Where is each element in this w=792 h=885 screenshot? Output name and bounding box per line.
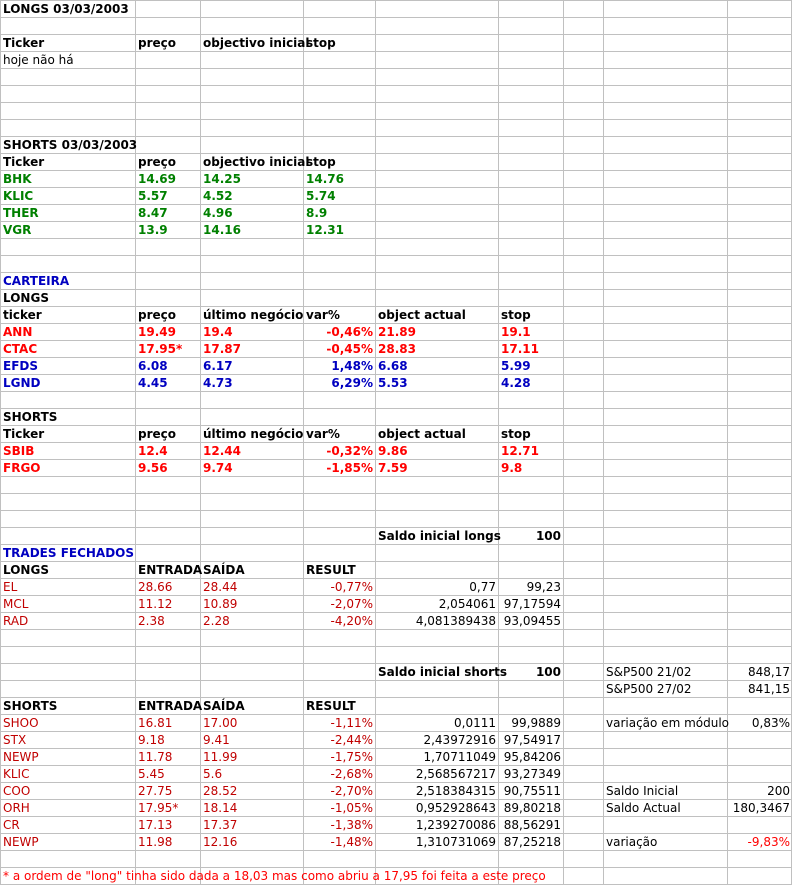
carteira-col-header: ticker [3,308,42,322]
trades-short-cell: KLIC [3,767,30,781]
shorts-col-header: stop [306,155,336,169]
saldo-shorts-label: Saldo inicial shorts [378,665,507,679]
trades-long-cell: 99,23 [526,580,561,594]
trades-short-cell: -1,05% [330,801,373,815]
carteira-long-cell: 19.4 [203,325,233,339]
carteira-long-cell: 28.83 [378,342,416,356]
trades-short-cell: 11.98 [138,835,173,849]
trades-short-cell: 99,9889 [511,716,561,730]
trades-short-cell: -1,48% [330,835,373,849]
trades-short-cell: 90,75511 [503,784,561,798]
carteira-longs-label: LONGS [3,291,49,305]
longs-col-header: Ticker [3,36,45,50]
trades-long-cell: 2.28 [203,614,230,628]
shorts-cell: 4.52 [203,189,233,203]
trades-long-cell: -4,20% [330,614,373,628]
carteira-long-cell: 6,29% [331,376,373,390]
trades-long-cell: MCL [3,597,29,611]
carteira-short-cell: 12.4 [138,444,168,458]
shorts-col-header: preço [138,155,177,169]
carteira-long-cell: 19.1 [501,325,531,339]
grid-row-line [0,493,792,494]
longs-col-header: objectivo inicial [203,36,310,50]
carteira-short-col-header: preço [138,427,177,441]
trades-short-cell: 0,952928643 [415,801,496,815]
trades-long-cell: 4,081389438 [415,614,496,628]
sp500-label: S&P500 27/02 [606,682,692,696]
trades-title: TRADES FECHADOS [3,546,135,560]
carteira-shorts-label: SHORTS [3,410,58,424]
carteira-short-cell: FRGO [3,461,41,475]
carteira-col-header: object actual [378,308,466,322]
carteira-short-col-header: var% [306,427,340,441]
trades-short-cell: 1,239270086 [415,818,496,832]
trades-short-cell: -1,75% [330,750,373,764]
saldo-shorts-value: 100 [535,665,561,679]
sp500-value: 848,17 [748,665,790,679]
trades-long-cell: RAD [3,614,29,628]
carteira-short-cell: 7.59 [378,461,408,475]
trades-long-cell: -0,77% [330,580,373,594]
variacao-modulo-value: 0,83% [751,716,790,730]
shorts-cell: 14.69 [138,172,176,186]
trades-long-cell: 97,17594 [503,597,561,611]
carteira-short-cell: 9.56 [138,461,168,475]
trades-col-header: SAÍDA [203,563,245,577]
trades-short-col-header: SHORTS [3,699,58,713]
variacao-modulo-label: variação em módulo [606,716,729,730]
carteira-short-col-header: object actual [378,427,466,441]
variacao-value: -9,83% [747,835,790,849]
carteira-long-cell: 4.28 [501,376,531,390]
trades-short-cell: 2,568567217 [415,767,496,781]
trades-short-cell: 0,0111 [454,716,496,730]
saldo-longs-value: 100 [535,529,561,543]
carteira-short-cell: 9.8 [501,461,523,475]
carteira-col-header: var% [306,308,340,322]
shorts-cell: 14.16 [203,223,241,237]
trades-short-cell: 97,54917 [503,733,561,747]
carteira-long-cell: ANN [3,325,33,339]
shorts-cell: 5.74 [306,189,336,203]
carteira-short-cell: 12.71 [501,444,539,458]
carteira-short-cell: 12.44 [203,444,241,458]
grid-row-line [0,85,792,86]
trades-long-cell: 2.38 [138,614,165,628]
trades-short-cell: 88,56291 [503,818,561,832]
saldo-inicial-label: Saldo Inicial [606,784,679,798]
variacao-label: variação [606,835,658,849]
longs-note: hoje não há [3,53,74,67]
carteira-short-col-header: Ticker [3,427,45,441]
trades-short-cell: STX [3,733,27,747]
trades-short-cell: 17.13 [138,818,173,832]
trades-short-cell: 18.14 [203,801,238,815]
saldo-actual-value: 180,3467 [732,801,790,815]
carteira-long-cell: LGND [3,376,41,390]
carteira-long-cell: 5.53 [378,376,408,390]
grid-row-line [0,102,792,103]
carteira-col-header: último negócio [203,308,304,322]
grid-col-line [727,0,728,884]
trades-long-cell: 10.89 [203,597,238,611]
trades-short-cell: 93,27349 [503,767,561,781]
sp500-label: S&P500 21/02 [606,665,692,679]
shorts-cell: 12.31 [306,223,344,237]
shorts-cell: 5.57 [138,189,168,203]
trades-short-cell: 2,518384315 [415,784,496,798]
trades-short-cell: -2,44% [330,733,373,747]
trades-short-cell: 12.16 [203,835,238,849]
trades-short-col-header: SAÍDA [203,699,245,713]
trades-col-header: ENTRADA [138,563,203,577]
carteira-short-cell: SBIB [3,444,35,458]
trades-short-cell: 11.99 [203,750,238,764]
trades-col-header: LONGS [3,563,49,577]
saldo-inicial-value: 200 [767,784,790,798]
shorts-cell: VGR [3,223,32,237]
shorts-col-header: Ticker [3,155,45,169]
trades-short-cell: 11.78 [138,750,173,764]
carteira-col-header: preço [138,308,177,322]
carteira-long-cell: 19.49 [138,325,176,339]
longs-title: LONGS 03/03/2003 [3,2,129,16]
shorts-cell: 8.9 [306,206,328,220]
trades-col-header: RESULT [306,563,356,577]
trades-short-cell: NEWP [3,835,39,849]
footnote: * a ordem de "long" tinha sido dada a 18,03 mas como abriu a 17,95 foi feita a este preço [3,869,546,883]
shorts-cell: 14.25 [203,172,241,186]
carteira-long-cell: 6.17 [203,359,233,373]
carteira-short-cell: -1,85% [326,461,373,475]
carteira-short-col-header: último negócio [203,427,304,441]
trades-long-cell: 2,054061 [438,597,496,611]
trades-short-col-header: ENTRADA [138,699,203,713]
trades-short-cell: NEWP [3,750,39,764]
carteira-long-cell: CTAC [3,342,38,356]
trades-long-cell: 28.66 [138,580,173,594]
carteira-col-header: stop [501,308,531,322]
carteira-long-cell: 1,48% [331,359,373,373]
trades-short-cell: CR [3,818,20,832]
carteira-long-cell: EFDS [3,359,38,373]
shorts-cell: 4.96 [203,206,233,220]
trades-short-cell: 17.00 [203,716,238,730]
longs-col-header: preço [138,36,177,50]
trades-short-cell: 87,25218 [503,835,561,849]
shorts-cell: 13.9 [138,223,168,237]
trades-short-cell: 28.52 [203,784,238,798]
trades-short-cell: 17.95* [138,801,179,815]
trades-short-cell: 2,43972916 [423,733,496,747]
trades-short-cell: -2,70% [330,784,373,798]
trades-long-cell: EL [3,580,18,594]
carteira-long-cell: 6.68 [378,359,408,373]
trades-short-cell: 95,84206 [503,750,561,764]
carteira-title: CARTEIRA [3,274,70,288]
grid-row-line [0,255,792,256]
carteira-long-cell: 4.73 [203,376,233,390]
trades-short-cell: 1,310731069 [415,835,496,849]
shorts-cell: THER [3,206,39,220]
shorts-cell: BHK [3,172,32,186]
trades-short-cell: 5.6 [203,767,223,781]
shorts-col-header: objectivo inicial [203,155,310,169]
saldo-actual-label: Saldo Actual [606,801,681,815]
trades-short-cell: 17.37 [203,818,238,832]
trades-short-cell: 27.75 [138,784,173,798]
carteira-short-cell: -0,32% [326,444,373,458]
shorts-cell: KLIC [3,189,34,203]
trades-long-cell: 0,77 [469,580,496,594]
carteira-short-cell: 9.86 [378,444,408,458]
carteira-long-cell: 17.95* [138,342,183,356]
shorts-title: SHORTS 03/03/2003 [3,138,138,152]
trades-short-cell: 9.18 [138,733,165,747]
shorts-cell: 14.76 [306,172,344,186]
trades-long-cell: 11.12 [138,597,173,611]
carteira-long-cell: 5.99 [501,359,531,373]
grid-col-line [603,0,604,884]
carteira-long-cell: 17.87 [203,342,241,356]
carteira-short-cell: 9.74 [203,461,233,475]
grid-row-line [0,510,792,511]
trades-short-cell: SHOO [3,716,39,730]
carteira-long-cell: 4.45 [138,376,168,390]
trades-short-cell: 89,80218 [503,801,561,815]
trades-short-col-header: RESULT [306,699,356,713]
grid-row-line [0,646,792,647]
trades-short-cell: ORH [3,801,30,815]
trades-long-cell: 28.44 [203,580,238,594]
grid-row-line [0,119,792,120]
carteira-long-cell: -0,45% [326,342,373,356]
carteira-short-col-header: stop [501,427,531,441]
trades-long-cell: -2,07% [330,597,373,611]
trades-short-cell: 1,70711049 [423,750,496,764]
trades-short-cell: -2,68% [330,767,373,781]
sp500-value: 841,15 [748,682,790,696]
saldo-longs-label: Saldo inicial longs [378,529,501,543]
trades-short-cell: 5.45 [138,767,165,781]
grid-col-line [563,0,564,884]
carteira-long-cell: 21.89 [378,325,416,339]
carteira-long-cell: 6.08 [138,359,168,373]
trades-long-cell: 93,09455 [503,614,561,628]
trades-short-cell: 16.81 [138,716,173,730]
trades-short-cell: -1,11% [330,716,373,730]
carteira-long-cell: 17.11 [501,342,539,356]
trades-short-cell: -1,38% [330,818,373,832]
carteira-long-cell: -0,46% [326,325,373,339]
trades-short-cell: 9.41 [203,733,230,747]
longs-col-header: stop [306,36,336,50]
shorts-cell: 8.47 [138,206,168,220]
trades-short-cell: COO [3,784,31,798]
